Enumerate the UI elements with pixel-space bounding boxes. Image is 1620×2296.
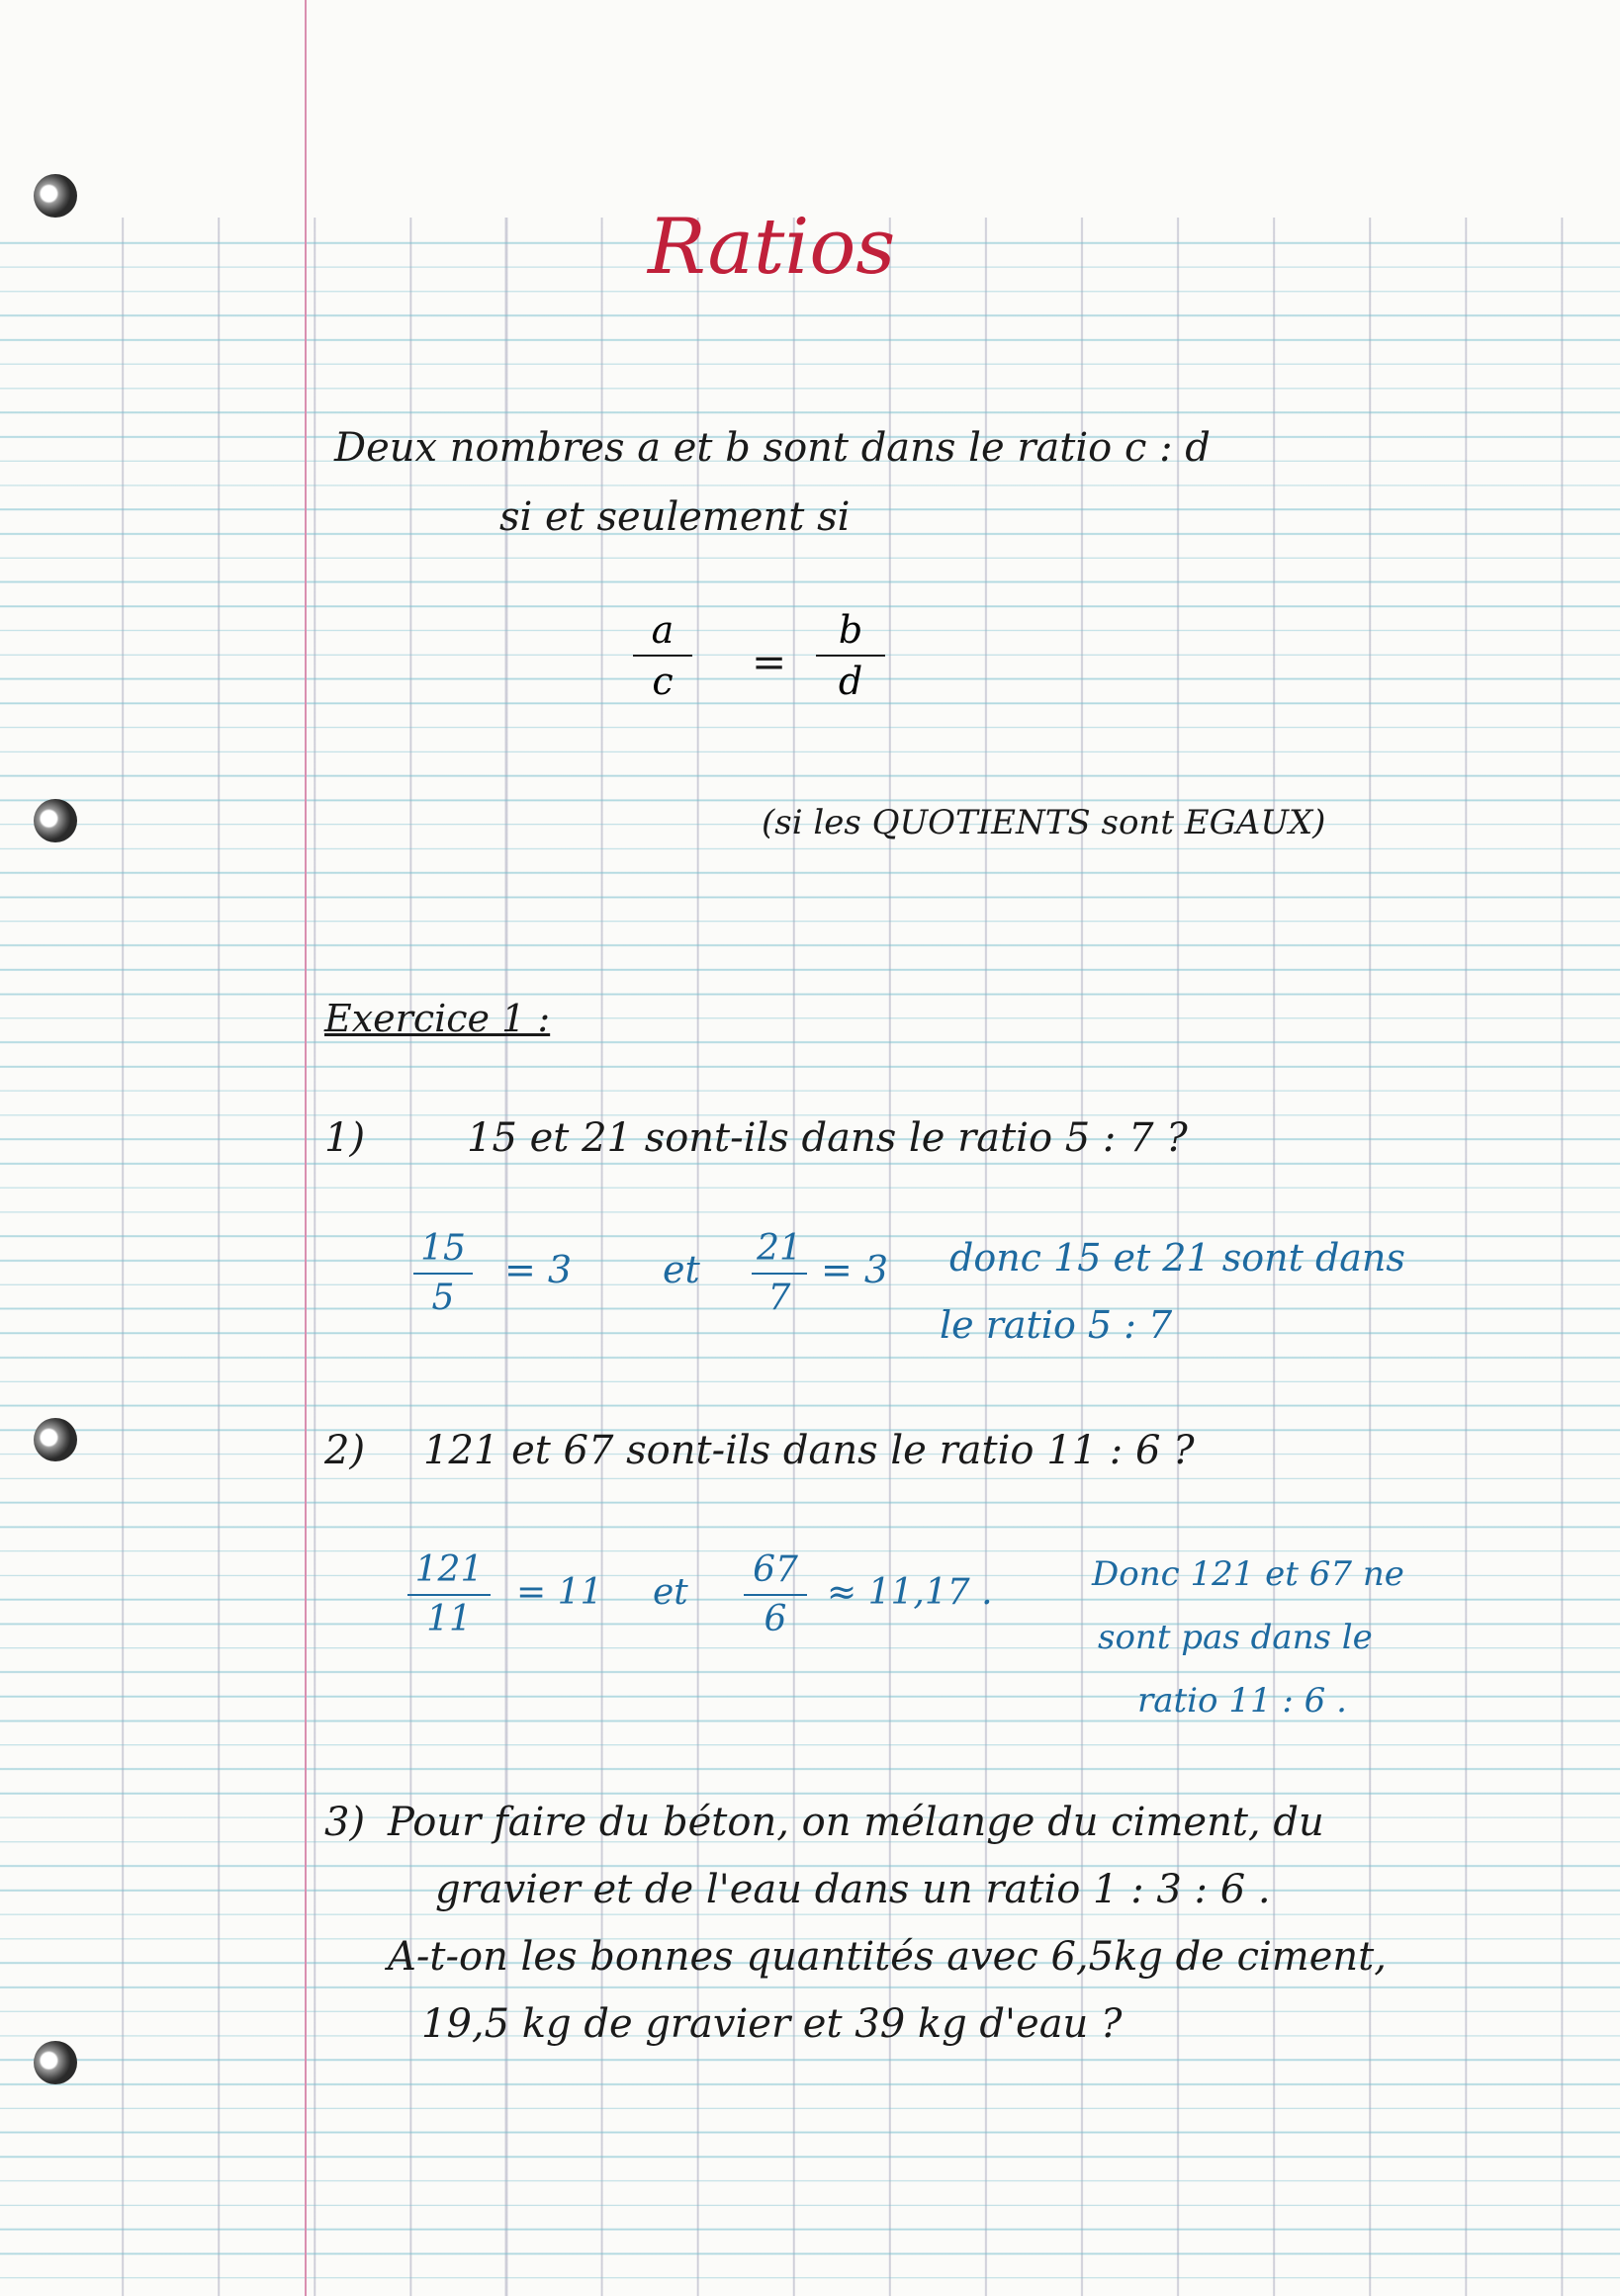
q1-result-1: = 3 xyxy=(504,1248,573,1291)
denominator: 5 xyxy=(431,1278,455,1318)
binder-hole xyxy=(34,2041,77,2084)
numerator: 15 xyxy=(420,1228,466,1269)
fraction-67-over-6 xyxy=(744,1549,807,1639)
fraction-bar xyxy=(413,1273,473,1275)
exercise-heading: Exercice 1 : xyxy=(324,997,551,1040)
fraction-bar xyxy=(816,655,885,657)
fraction-121-over-11 xyxy=(407,1549,491,1639)
denominator: 11 xyxy=(426,1599,472,1639)
q1-conclusion-line-1: donc 15 et 21 sont dans xyxy=(949,1236,1405,1280)
binder-hole xyxy=(34,799,77,842)
binder-hole xyxy=(34,174,77,218)
binder-hole xyxy=(34,1418,77,1461)
q2-conclusion-line-3: ratio 11 : 6 . xyxy=(1137,1681,1347,1721)
denominator: 6 xyxy=(764,1599,787,1639)
numerator: a xyxy=(651,608,675,652)
page-title: Ratios xyxy=(648,203,896,292)
q1-and: et xyxy=(663,1248,700,1291)
definition-line-2: si et seulement si xyxy=(499,494,851,540)
denominator: 7 xyxy=(767,1278,791,1318)
question-1-text: 15 et 21 sont-ils dans le ratio 5 : 7 ? xyxy=(467,1115,1188,1161)
question-3-line-3: A-t-on les bonnes quantités avec 6,5kg de ciment, xyxy=(388,1934,1387,1980)
q2-result-2: ≈ 11,17 . xyxy=(827,1572,993,1613)
question-2-text: 121 et 67 sont-ils dans le ratio 11 : 6 ? xyxy=(423,1428,1195,1473)
fraction-15-over-5 xyxy=(413,1228,473,1318)
numerator: 67 xyxy=(753,1549,798,1590)
q1-conclusion-line-2: le ratio 5 : 7 xyxy=(940,1303,1173,1347)
fraction-bar xyxy=(633,655,692,657)
fraction-bar xyxy=(744,1594,807,1596)
q2-result-1: = 11 xyxy=(516,1572,603,1613)
numerator: b xyxy=(838,608,863,652)
margin-line xyxy=(305,0,307,2296)
fraction-bar xyxy=(752,1273,807,1275)
fraction-b-over-d xyxy=(816,608,885,703)
denominator: d xyxy=(838,660,863,703)
question-3-line-1: Pour faire du béton, on mélange du ciment, du xyxy=(388,1800,1324,1845)
fraction-bar xyxy=(407,1594,491,1596)
definition-line-1: Deux nombres a et b sont dans le ratio c : d xyxy=(334,425,1211,471)
question-3-number: 3) xyxy=(324,1800,366,1845)
numerator: 21 xyxy=(757,1228,802,1269)
q1-result-2: = 3 xyxy=(821,1248,889,1291)
question-3-line-4: 19,5 kg de gravier et 39 kg d'eau ? xyxy=(421,2001,1123,2047)
q2-conclusion-line-2: sont pas dans le xyxy=(1098,1618,1373,1657)
q2-conclusion-line-1: Donc 121 et 67 ne xyxy=(1092,1554,1404,1594)
equals-sign: = xyxy=(752,638,787,686)
paper-header-area xyxy=(0,0,1620,218)
q2-and: et xyxy=(653,1572,688,1613)
numerator: 121 xyxy=(414,1549,484,1590)
question-2-number: 2) xyxy=(324,1428,366,1473)
fraction-a-over-c xyxy=(633,608,692,703)
definition-note: (si les QUOTIENTS sont EGAUX) xyxy=(762,803,1326,842)
question-3-line-2: gravier et de l'eau dans un ratio 1 : 3 : 6 . xyxy=(435,1867,1271,1912)
denominator: c xyxy=(652,660,674,703)
fraction-21-over-7 xyxy=(752,1228,807,1318)
question-1-number: 1) xyxy=(324,1115,366,1161)
